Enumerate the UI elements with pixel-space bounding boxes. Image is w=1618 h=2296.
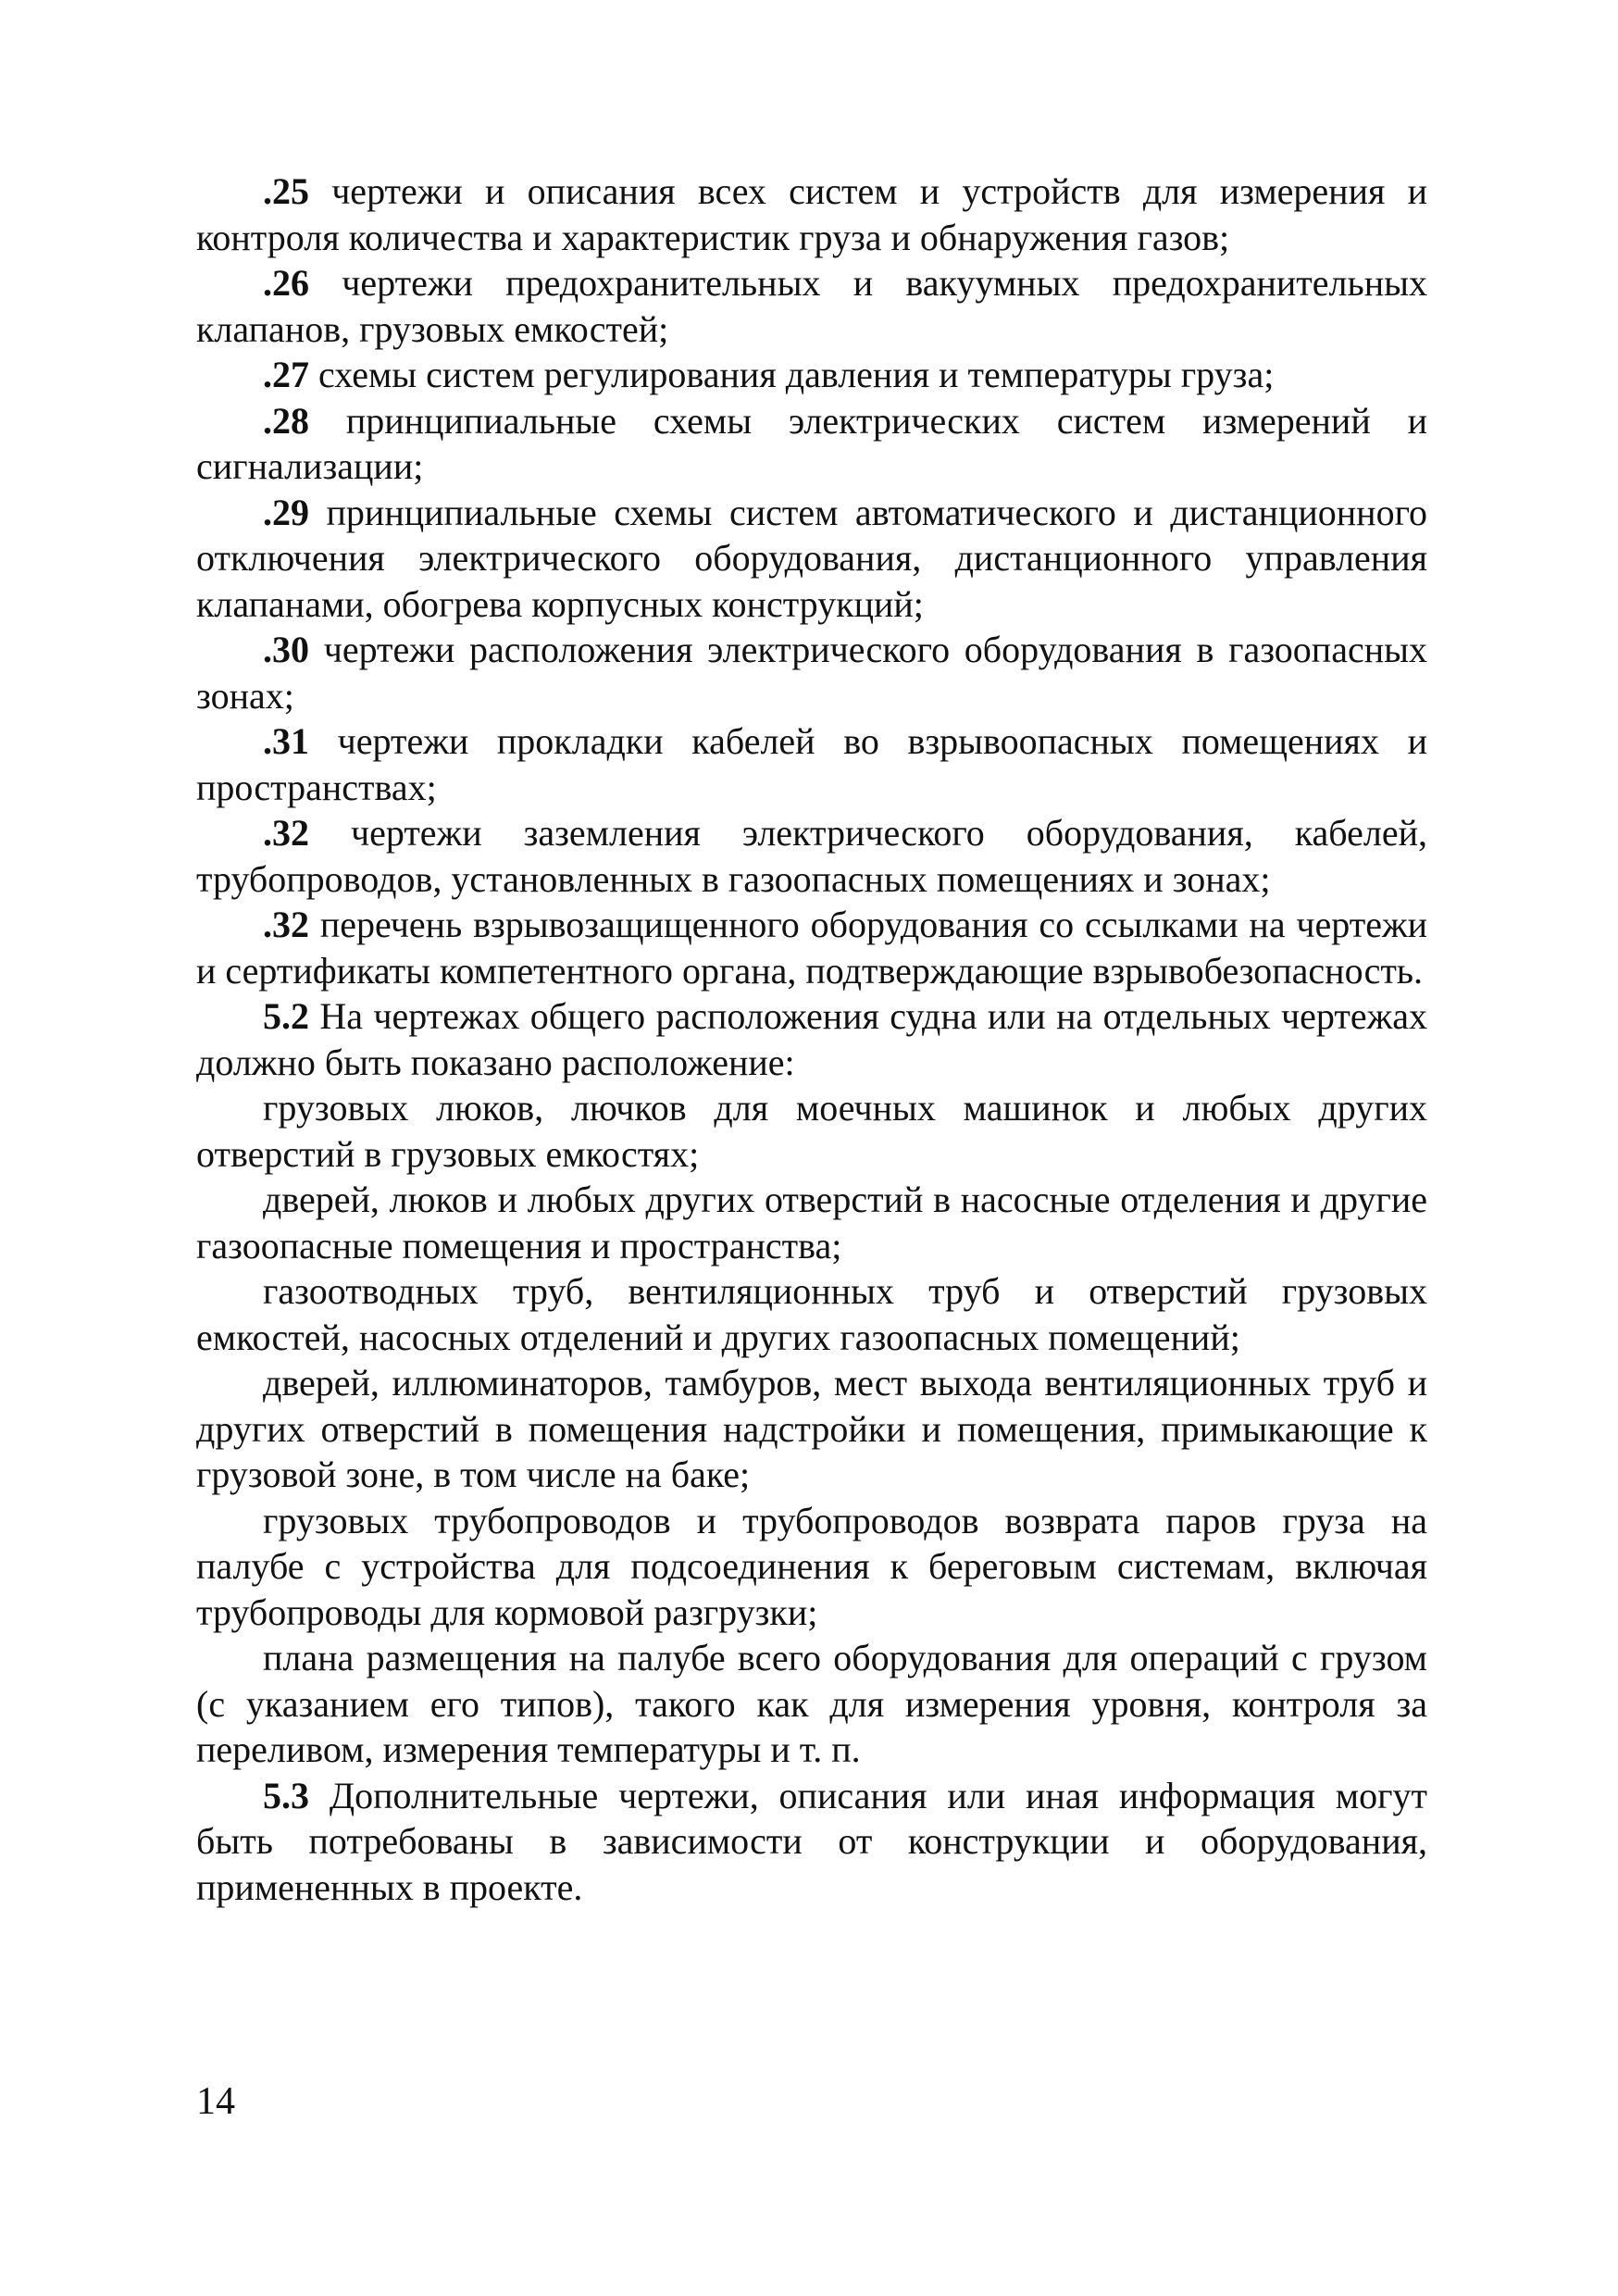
list-item-28	[196, 398, 1427, 490]
item-text: плана размещения на палубе всего оборудования для операций с грузом (с указанием его типов), такого как для измерения уровня, контроля за переливом, измерения температуры и т. п.	[196, 1637, 1427, 1770]
item-number: .32	[263, 812, 309, 854]
item-text: перечень взрывозащищенного оборудования со ссылками на чертежи и сертификаты компетентного органа, подтверждающие взрывобезопасность.	[196, 904, 1427, 992]
item-text: дверей, люков и любых других отверстий в насосные отделения и другие газоопасные помещения и пространства;	[196, 1179, 1427, 1267]
item-text: грузовых трубопроводов и трубопроводов возврата паров груза на палубе с устройства для подсоединения к береговым системам, включая трубопроводы для кормовой разгрузки;	[196, 1499, 1427, 1633]
list-item-29	[196, 490, 1427, 628]
item-number: .28	[263, 399, 309, 442]
document-body	[196, 168, 1427, 1910]
item-text: дверей, иллюминаторов, тамбуров, мест выхода вентиляционных труб и других отверстий в помещения надстройки и помещения, примыкающие к грузовой зоне, в том числе на баке;	[196, 1362, 1427, 1495]
section-text: На чертежах общего расположения судна или на отдельных чертежах должно быть показано расположение:	[196, 995, 1427, 1083]
item-text: грузовых люков, лючков для моечных машинок и любых других отверстий в грузовых емкостях;	[196, 1087, 1427, 1175]
section-5-2	[196, 993, 1427, 1085]
list-item-32b	[196, 902, 1427, 993]
item-text: принципиальные схемы электрических систем измерений и сигнализации;	[196, 399, 1427, 487]
list-item-30	[196, 627, 1427, 718]
section-number: 5.3	[263, 1774, 309, 1816]
item-number: .29	[263, 491, 309, 533]
location-item-vent-pipes	[196, 1268, 1427, 1360]
item-text: чертежи и описания всех систем и устройств для измерения и контроля количества и характеристик груза и обнаружения газов;	[196, 170, 1427, 258]
location-item-equipment-plan	[196, 1635, 1427, 1773]
item-number: .30	[263, 629, 309, 670]
list-item-26	[196, 260, 1427, 352]
list-item-25	[196, 168, 1427, 260]
location-item-cargo-pipelines	[196, 1498, 1427, 1636]
item-number: .26	[263, 262, 309, 304]
item-number: .31	[263, 720, 309, 762]
item-text: чертежи расположения электрического оборудования в газоопасных зонах;	[196, 629, 1427, 717]
section-text: Дополнительные чертежи, описания или иная информация могут быть потребованы в зависимости от конструкции и оборудования, примененных в проекте.	[196, 1774, 1427, 1908]
list-item-27	[196, 352, 1427, 398]
location-item-hatches	[196, 1085, 1427, 1177]
list-item-32a	[196, 810, 1427, 902]
item-text: газоотводных труб, вентиляционных труб и отверстий грузовых емкостей, насосных отделений и других газоопасных помещений;	[196, 1270, 1427, 1358]
section-5-3	[196, 1773, 1427, 1911]
item-number: .32	[263, 904, 309, 945]
item-text: чертежи прокладки кабелей во взрывоопасных помещениях и пространствах;	[196, 720, 1427, 808]
section-number: 5.2	[263, 995, 309, 1037]
item-text: принципиальные схемы систем автоматического и дистанционного отключения электрического оборудования, дистанционного управления клапанами, обогрева корпусных конструкций;	[196, 491, 1427, 625]
item-text: схемы систем регулирования давления и температуры груза;	[309, 354, 1275, 395]
location-item-openings	[196, 1360, 1427, 1498]
item-text: чертежи предохранительных и вакуумных предохранительных клапанов, грузовых емкостей;	[196, 262, 1427, 350]
location-item-doors	[196, 1177, 1427, 1268]
list-item-31	[196, 718, 1427, 810]
item-number: .27	[263, 354, 309, 395]
item-number: .25	[263, 170, 309, 212]
page-number: 14	[196, 2080, 235, 2123]
item-text: чертежи заземления электрического оборудования, кабелей, трубопроводов, установленных в газоопасных помещениях и зонах;	[196, 812, 1427, 900]
